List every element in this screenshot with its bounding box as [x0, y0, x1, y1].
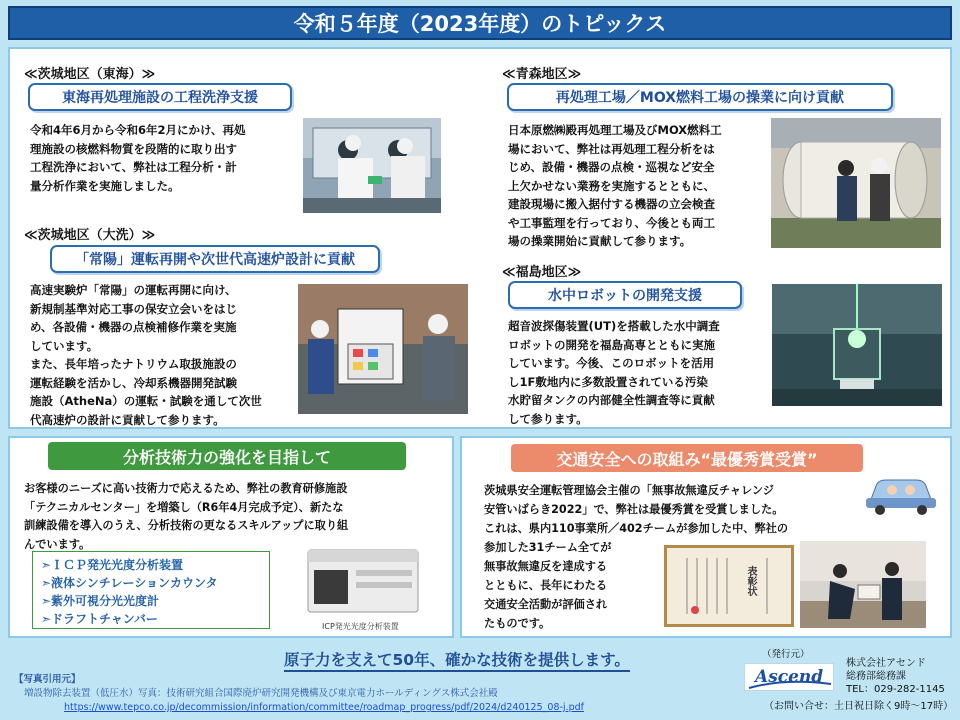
telephone: TEL：029-282-1145: [846, 684, 945, 695]
photo-award-certificate: [664, 545, 794, 627]
text-line: ロボットの開発を福島高専とともに実施: [508, 337, 715, 352]
text-line: たものです。: [484, 617, 551, 630]
region-ibaraki-tokai: ≪茨城地区（東海）≫: [24, 67, 156, 82]
heading-tokai-reprocessing: 東海再処理施設の工程洗浄支援: [28, 83, 292, 111]
safety-body-text-short: [484, 538, 660, 633]
text-line: とともに、長年にわたる: [484, 579, 608, 592]
text-line: 代高速炉の設計に貢献して参ります。: [30, 412, 225, 427]
equipment-item: ➣ＩＣＰ発光光度分析装置: [41, 558, 184, 572]
equipment-item: ➣紫外可視分光光度計: [41, 594, 160, 608]
text-line: め、各設備・機器の点検補修作業を実施: [30, 320, 237, 334]
text-line: 施設（AtheNa）の運転・試験を通して次世: [30, 394, 262, 408]
joyo-photo-illustration: [298, 284, 468, 414]
company-name: 株式会社アセンド: [846, 658, 926, 669]
text-line: や工事監理を行っており、今後とも両工: [508, 215, 715, 230]
text-line: 「テクニカルセンター」を増築し（R6年4月完成予定）、新たな: [24, 500, 344, 514]
text-line: 訓練設備を導入のうえ、分析技術の更なるスキルアップに取り組: [24, 519, 349, 532]
equipment-item: ➣ドラフトチャンバー: [41, 612, 158, 626]
text-line: 安管いばらき2022」で、弊社は最優秀賞を受賞しました。: [484, 503, 784, 516]
photo-tokai-glovebox: [303, 118, 441, 213]
glovebox-photo-illustration: [303, 118, 441, 213]
photo-source-link[interactable]: https://www.tepco.co.jp/decommission/information/committee/roadmap_progress/pdf/2024/d240125_08-j.pdf: [64, 702, 584, 713]
text-line: 令和4年6月から令和6年2月にかけ、再処: [30, 123, 246, 137]
heading-traffic-safety: 交通安全への取組み“最優秀賞受賞”: [511, 444, 863, 472]
icp-photo-caption: ICP発光光度分析装置: [322, 622, 399, 631]
text-line: これは、県内110事業所／402チームが参加した中、弊社の: [484, 522, 789, 535]
page-title: 令和５年度（2023年度）のトピックス: [8, 6, 952, 40]
region-ibaraki-oarai: ≪茨城地区（大洗）≫: [24, 228, 156, 243]
region-aomori: ≪青森地区≫: [502, 67, 582, 82]
text-line: 建設現場に搬入据付する機器の立会検査: [508, 197, 715, 211]
ceremony-photo-illustration: [800, 541, 926, 628]
robot-photo-illustration: [772, 284, 942, 406]
text-line: 新規制基準対応工事の保安立会いをはじ: [30, 301, 237, 316]
slogan: 原子力を支えて50年、確かな技術を提供します。: [284, 648, 630, 672]
text-line: 高速実験炉「常陽」の運転再開に向け、: [30, 283, 237, 297]
text-line: 超音波探傷装置(UT)を搭載した水中調査: [508, 319, 720, 333]
text-line: 運転経験を活かし、冷却系機器開発試験: [30, 375, 237, 390]
department: 総務部総務課: [846, 671, 906, 682]
tokai-body-text: [30, 121, 300, 195]
certificate-title: 表彰状: [745, 566, 756, 596]
photo-aomori-equipment: [771, 118, 941, 248]
text-line: 場の操業開始に貢献して参ります。: [508, 234, 692, 248]
text-line: 上欠かせない業務を実施するとともに、: [508, 178, 715, 193]
text-line: 水貯留タンクの内部健全性調査等に貢献: [508, 393, 715, 407]
text-line: しています。今後、このロボットを活用: [508, 356, 715, 370]
fukushima-body-text: [508, 317, 770, 428]
publisher-label: （発行元）: [762, 649, 810, 660]
text-line: 場において、弊社は再処理工程分析をは: [508, 141, 715, 156]
photo-award-ceremony: [800, 541, 926, 628]
photo-joyo-inspection: [298, 284, 468, 414]
text-line: 理施設の核燃料物質を段階的に取り出す: [30, 141, 237, 156]
text-line: 日本原燃㈱殿再処理工場及びMOX燃料工: [508, 123, 722, 137]
text-line: 交通安全活動が評価され: [484, 598, 608, 611]
equipment-item: ➣液体シンチレーションカウンタ: [41, 576, 218, 590]
ascend-logo-text: Ascend: [755, 667, 824, 687]
text-line: じめ、設備・機器の点検・巡視など安全: [508, 160, 715, 174]
icp-analyzer-illustration: [300, 540, 426, 620]
text-line: し1F敷地内に多数設置されている汚染: [508, 374, 708, 389]
text-line: して参ります。: [508, 411, 588, 426]
heading-aomori-reprocessing: 再処理工場／MOX燃料工場の操業に向け貢献: [507, 83, 893, 111]
heading-analysis: 分析技術力の強化を目指して: [48, 442, 406, 470]
region-fukushima: ≪福島地区≫: [502, 265, 582, 280]
inquiry-hours: （お問い合せ：土日祝日除く9時～17時）: [764, 701, 954, 712]
photo-icp-analyzer: [300, 540, 426, 620]
text-line: 無事故無違反を達成する: [484, 560, 608, 573]
heading-underwater-robot: 水中ロボットの開発支援: [508, 281, 742, 309]
photo-source-text: 増設物除去装置（低圧水）写真：技術研究組合国際廃炉研究開発機構及び東京電力ホールディングス株式会社殿: [24, 688, 498, 699]
text-line: しています。: [30, 338, 99, 353]
aomori-photo-illustration: [771, 118, 941, 248]
car-icon: [862, 472, 940, 516]
equipment-list: [32, 551, 270, 629]
text-line: 参加した31チーム全てが: [484, 541, 612, 554]
ascend-logo: [744, 663, 834, 691]
certificate-illustration: [667, 548, 791, 624]
text-line: んでいます。: [24, 537, 91, 551]
safety-body-text-full: [484, 481, 858, 538]
oarai-body-text: [30, 281, 300, 429]
photo-underwater-robot: [772, 284, 942, 406]
text-line: 工程洗浄において、弊社は工程分析・計: [30, 160, 237, 174]
heading-joyo: 「常陽」運転再開や次世代高速炉設計に貢献: [50, 245, 380, 273]
aomori-body-text: [508, 121, 770, 251]
text-line: お客様のニーズに高い技術力で応えるため、弊社の教育研修施設: [24, 482, 348, 495]
text-line: 茨城県安全運転管理協会主催の「無事故無違反チャレンジ: [484, 484, 774, 497]
text-line: 量分析作業を実施しました。: [30, 178, 180, 193]
photo-source-label: 【写真引用元】: [14, 674, 81, 685]
text-line: また、長年培ったナトリウム取扱施設の: [30, 357, 237, 371]
